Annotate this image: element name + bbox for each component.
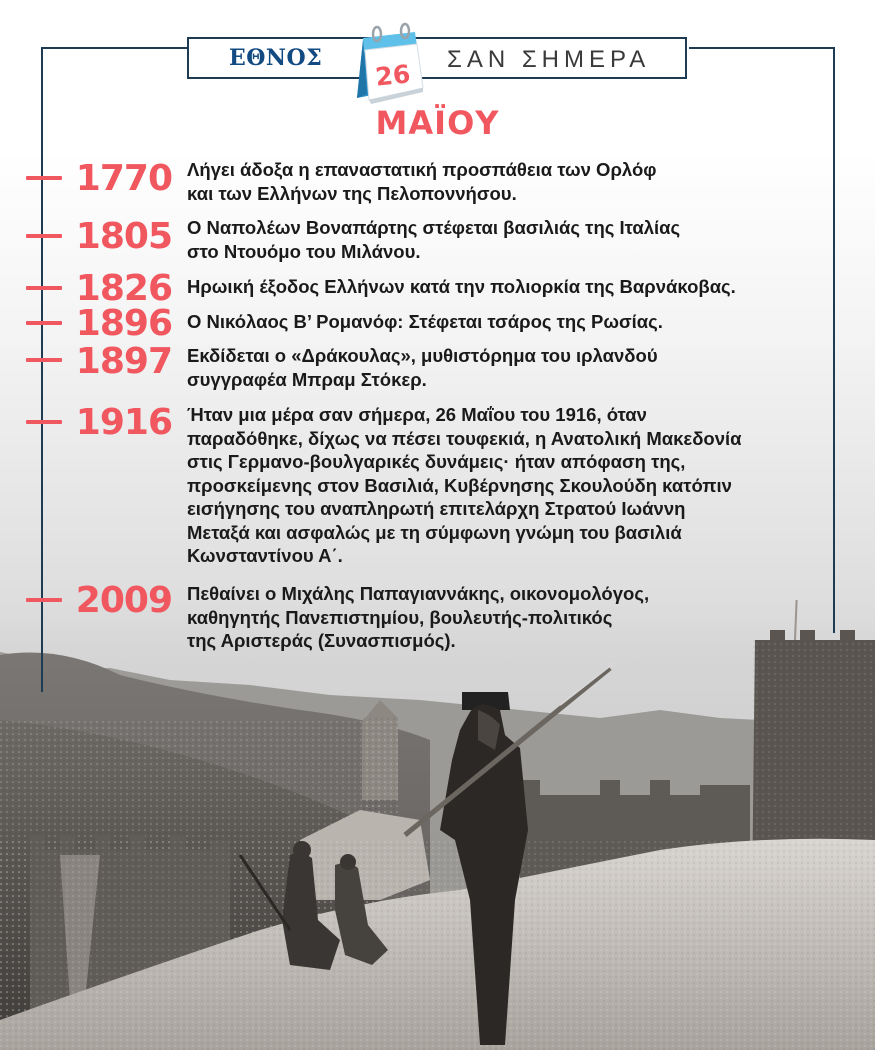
event-description bbox=[187, 403, 817, 568]
section-title: ΣΑΝ ΣΗΜΕΡΑ bbox=[447, 46, 651, 73]
event-description bbox=[187, 158, 817, 205]
event-line: της Αριστεράς (Συνασπισμός). bbox=[187, 630, 456, 651]
event-line: συγγραφέα Μπραμ Στόκερ. bbox=[187, 368, 427, 390]
calendar-icon bbox=[353, 22, 429, 104]
timeline-marker bbox=[26, 358, 62, 362]
event-line: Λήγει άδοξα η επαναστατική προσπάθεια των Ορλόφ bbox=[187, 159, 657, 180]
event-year: 1897 bbox=[75, 341, 172, 382]
event-line: Ήταν μια μέρα σαν σήμερα, 26 Μαΐου του 1916, όταν bbox=[187, 404, 647, 425]
historic-photo bbox=[0, 600, 875, 1050]
event-line: Ηρωική έξοδος Ελλήνων κατά την πολιορκία της Βαρνάκοβας. bbox=[187, 276, 736, 297]
frame-top-right-line bbox=[689, 47, 835, 49]
event-line: παραδόθηκε, δίχως να πέσει τουφεκιά, η Ανατολική Μακεδονία bbox=[187, 427, 742, 449]
timeline-marker bbox=[26, 176, 62, 180]
event-line: Μεταξά και ασφαλώς με τη σύμφωνη γνώμη του βασιλιά bbox=[187, 521, 682, 543]
month-title: ΜΑΪΟΥ bbox=[375, 104, 500, 142]
frame-top-left-line bbox=[41, 47, 187, 49]
timeline-axis-line bbox=[41, 47, 43, 692]
event-year: 1896 bbox=[75, 303, 172, 344]
ethnos-logo[interactable]: ΕΘΝΟΣ bbox=[229, 45, 323, 71]
event-line: εισήγησης του αναπληρωτή επιτελάρχη Στρατού Ιωάννη bbox=[187, 498, 686, 519]
event-description bbox=[187, 582, 817, 653]
event-line: Εκδίδεται ο «Δράκουλας», μυθιστόρημα του ιρλανδού bbox=[187, 345, 658, 366]
event-year: 1770 bbox=[75, 158, 172, 199]
calendar-day-number: 26 bbox=[374, 59, 412, 92]
event-line: στις Γερμανο-βουλγαρικές δυνάμεις· ήταν απόφαση της, bbox=[187, 451, 686, 472]
timeline-marker bbox=[26, 598, 62, 602]
event-year: 1805 bbox=[75, 216, 172, 257]
event-line: στο Ντουόμο του Μιλάνου. bbox=[187, 240, 421, 262]
event-year: 1916 bbox=[75, 402, 172, 443]
event-description bbox=[187, 275, 817, 299]
timeline-marker bbox=[26, 286, 62, 290]
timeline-marker bbox=[26, 234, 62, 238]
event-description bbox=[187, 216, 817, 263]
event-line: Ο Νικόλαος Β’ Ρομανόφ: Στέφεται τσάρος της Ρωσίας. bbox=[187, 311, 663, 332]
event-line: Κωνσταντίνου Α΄. bbox=[187, 545, 343, 566]
event-year: 1826 bbox=[75, 268, 172, 309]
event-line: καθηγητής Πανεπιστημίου, βουλευτής-πολιτικός bbox=[187, 606, 613, 628]
event-line: Πεθαίνει ο Μιχάλης Παπαγιαννάκης, οικονομολόγος, bbox=[187, 583, 650, 604]
timeline-marker bbox=[26, 420, 62, 424]
event-line: και των Ελλήνων της Πελοποννήσου. bbox=[187, 182, 517, 204]
header-banner bbox=[187, 37, 687, 79]
event-description bbox=[187, 344, 817, 391]
event-year: 2009 bbox=[75, 580, 172, 621]
event-line: Ο Ναπολέων Βοναπάρτης στέφεται βασιλιάς της Ιταλίας bbox=[187, 217, 681, 238]
event-line: προσκείμενης στον Βασιλιά, Κυβέρνησης Σκουλούδη κατόπιν bbox=[187, 474, 732, 496]
event-description bbox=[187, 310, 817, 334]
timeline-marker bbox=[26, 321, 62, 325]
